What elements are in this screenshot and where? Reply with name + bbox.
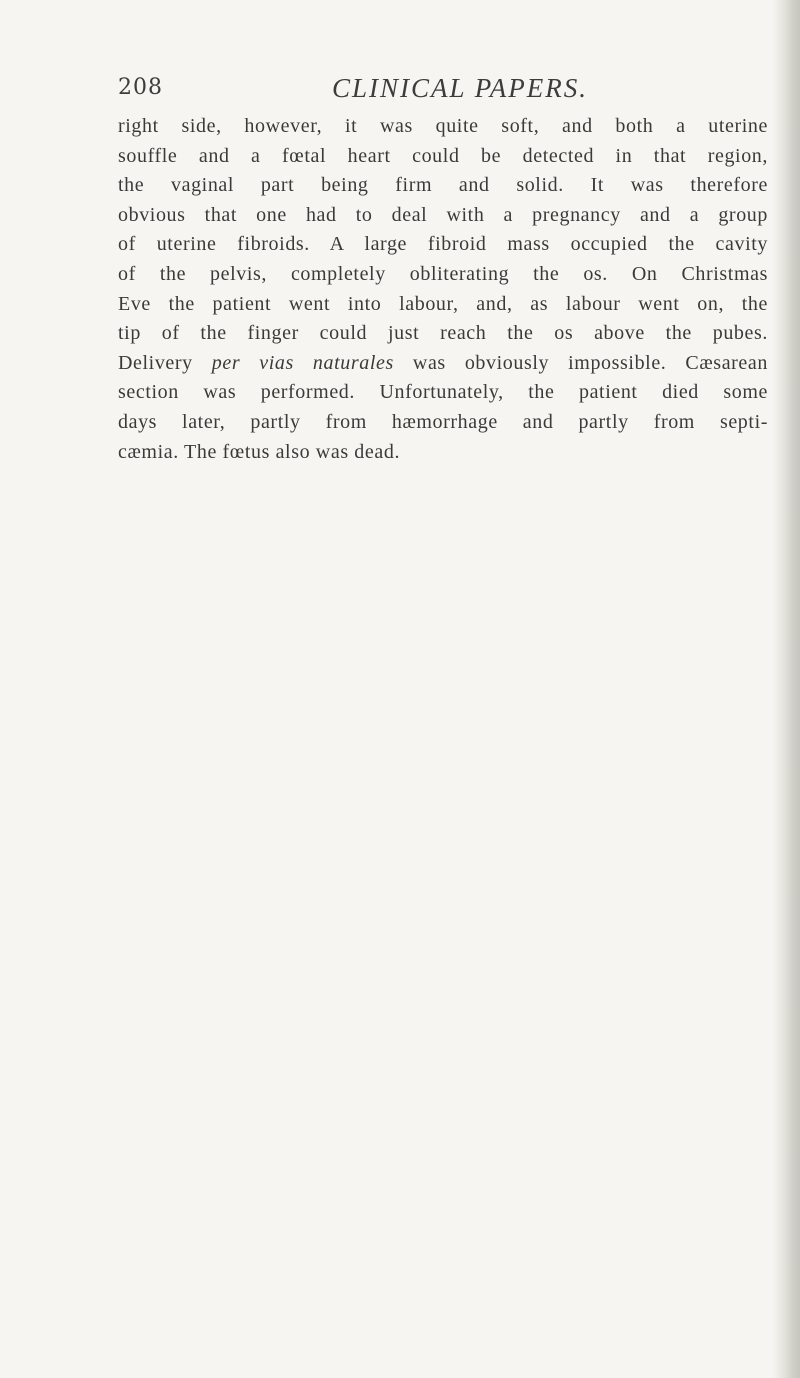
text-line: cæmia. The fœtus also was dead. (118, 440, 401, 463)
text-line: of uterine fibroids. A large fibroid mass occupied the cavity (118, 233, 768, 256)
text-line-with-italic (118, 349, 768, 379)
italic-phrase: per vias naturales (211, 351, 394, 374)
text-line: tip of the finger could just reach the os above the pubes. (118, 322, 768, 345)
text-line: Eve the patient went into labour, and, as labour went on, the (118, 292, 768, 315)
text-segment: was obviously impossible. Cæsarean (393, 351, 768, 374)
text-line: the vaginal part being firm and solid. It was therefore (118, 174, 768, 197)
running-head: CLINICAL PAPERS. (332, 73, 589, 103)
text-line: obvious that one had to deal with a pregnancy and a group (118, 203, 768, 226)
page-edge-shadow (772, 0, 800, 1378)
text-segment: Delivery (118, 351, 212, 374)
text-line: right side, however, it was quite soft, and both a uterine (118, 115, 768, 137)
text-line: souffle and a fœtal heart could be detected in that region, (118, 144, 768, 167)
text-line: of the pelvis, completely obliterating the os. On Christmas (118, 262, 768, 285)
text-line: days later, partly from hæmorrhage and partly from septi- (118, 410, 768, 433)
text-line: section was performed. Unfortunately, the patient died some (118, 381, 768, 404)
body-paragraph (118, 112, 768, 467)
page-number: 208 (118, 75, 163, 100)
page-header (118, 73, 688, 109)
